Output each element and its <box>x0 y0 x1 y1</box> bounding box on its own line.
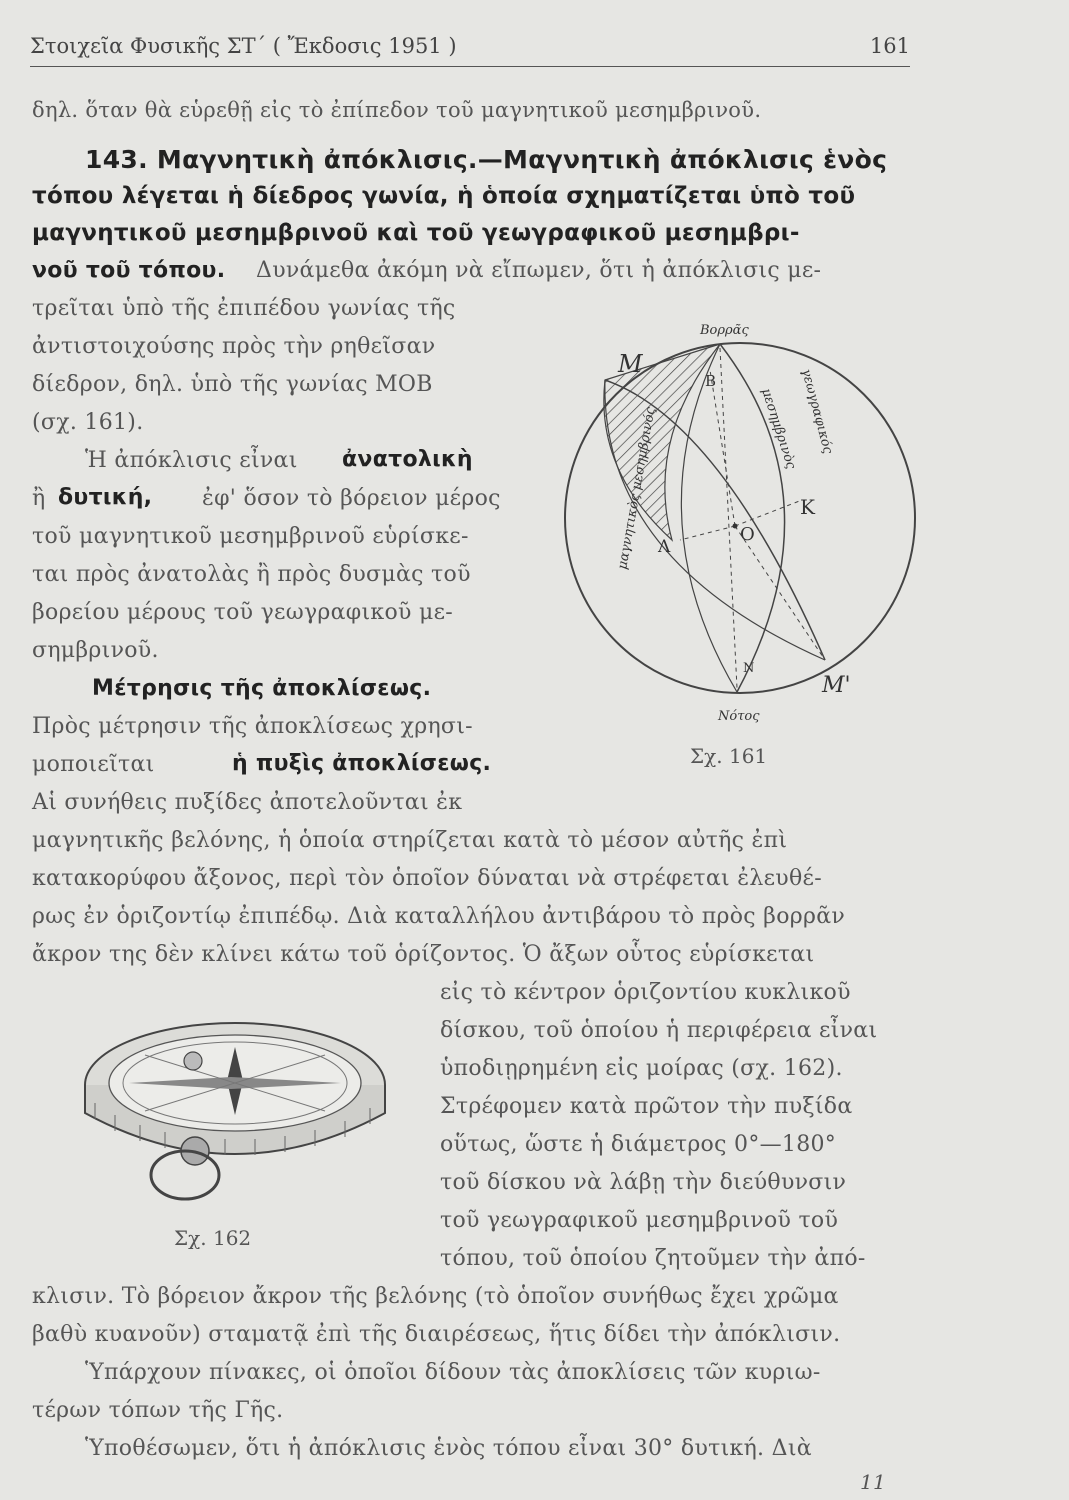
radius-OL <box>680 526 735 540</box>
text-line: Αἱ συνήθεις πυξίδες ἀποτελοῦνται ἐκ <box>32 790 463 815</box>
text-line: τοῦ μαγνητικοῦ μεσημβρινοῦ εὑρίσκε- <box>32 524 469 549</box>
text-line: δίεδρον, δηλ. ὑπὸ τῆς γωνίας ΜΟΒ <box>32 372 433 397</box>
text-line: ὑποδιῃρημένη εἰς μοίρας (σχ. 162). <box>440 1056 843 1081</box>
south-label: Νότος <box>718 709 760 724</box>
text-line: ἢ <box>32 486 46 511</box>
text-line-bold: μαγνητικοῦ μεσημβρινοῦ καὶ τοῦ γεωγραφικοῦ μεσημβρι- <box>32 220 800 246</box>
label-L: Λ <box>658 537 671 557</box>
header-title: Στοιχεῖα Φυσικῆς ΣΤ΄ ( Ἔκδοσις 1951 ) <box>30 34 457 58</box>
diagonal-dash <box>735 526 825 660</box>
label-M-prime: Μ' <box>822 673 851 698</box>
text-line: Πρὸς μέτρησιν τῆς ἀποκλίσεως χρησι- <box>32 714 473 739</box>
text-line: Ἡ ἀπόκλισις εἶναι <box>85 448 298 473</box>
text-line: οὕτως, ὥστε ἡ διάμετρος 0°—180° <box>440 1132 837 1157</box>
term-west: δυτική, <box>58 485 153 510</box>
signature-mark: 11 <box>860 1470 887 1494</box>
label-M: Μ <box>618 350 643 378</box>
term-east: ἀνατολικὴ <box>342 447 473 472</box>
subheading: Μέτρησις τῆς ἀποκλίσεως. <box>92 676 432 701</box>
text-line: κατακορύφου ἄξονος, περὶ τὸν ὁποῖον δύναται νὰ στρέφεται ἐλευθέ- <box>32 866 822 891</box>
arc-label-meridian: μεσημβρινὸς <box>758 386 799 471</box>
running-header <box>30 34 910 67</box>
text-line: δηλ. ὅταν θὰ εὑρεθῇ εἰς τὸ ἐπίπεδον τοῦ μαγνητικοῦ μεσημβρινοῦ. <box>32 98 762 122</box>
text-line: τρεῖται ὑπὸ τῆς ἐπιπέδου γωνίας τῆς <box>32 296 456 321</box>
center-point <box>733 524 738 529</box>
text-line-bold: τόπου λέγεται ἡ δίεδρος γωνία, ἡ ὁποία σχηματίζεται ὑπὸ τοῦ <box>32 183 856 209</box>
figure-162-compass <box>45 995 425 1215</box>
text-line: τοῦ δίσκου νὰ λάβῃ τὴν διεύθυνσιν <box>440 1170 847 1195</box>
north-label: Βορρᾶς <box>700 323 749 338</box>
text-line-bold: νοῦ τοῦ τόπου. <box>32 258 226 283</box>
page-number: 161 <box>869 34 910 58</box>
text-line: Ὑποθέσωμεν, ὅτι ἡ ἀπόκλισις ἑνὸς τόπου εἶναι 30° δυτική. Διὰ <box>85 1436 812 1461</box>
text-line: βορείου μέρους τοῦ γεωγραφικοῦ με- <box>32 600 454 625</box>
text-line: βαθὺ κυανοῦν) σταματᾷ ἐπὶ τῆς διαιρέσεως, ἥτις δίδει τὴν ἀπόκλισιν. <box>32 1322 841 1347</box>
label-B: Β <box>705 372 717 390</box>
radius-OK <box>735 500 802 526</box>
figure-162-caption: Σχ. 162 <box>174 1226 252 1250</box>
text-line: ἐφ' ὅσον τὸ βόρειον μέρος <box>202 486 501 511</box>
text-line: ται πρὸς ἀνατολὰς ἢ πρὸς δυσμὰς τοῦ <box>32 562 471 587</box>
term-compass: ἡ πυξὶς ἀποκλίσεως. <box>232 751 492 776</box>
text-line: Δυνάμεθα ἀκόμη νὰ εἴπωμεν, ὅτι ἡ ἀπόκλισις με- <box>256 258 822 283</box>
text-line: εἰς τὸ κέντρον ὁριζοντίου κυκλικοῦ <box>440 980 851 1005</box>
text-line: ρως ἐν ὁριζοντίῳ ἐπιπέδῳ. Διὰ καταλλήλου ἀντιβάρου τὸ πρὸς βορρᾶν <box>32 904 846 929</box>
text-line: σημβρινοῦ. <box>32 638 159 663</box>
text-line: ἄκρον της δὲν κλίνει κάτω τοῦ ὁρίζοντος. Ὁ ἄξων οὗτος εὑρίσκεται <box>32 942 815 967</box>
text-line: κλισιν. Τὸ βόρειον ἄκρον τῆς βελόνης (τὸ ὁποῖον συνήθως ἔχει χρῶμα <box>32 1284 839 1309</box>
figure-161-diagram <box>540 300 920 740</box>
arc-label-geographic: γεωγραφικός <box>798 367 836 456</box>
text-line: δίσκου, τοῦ ὁποίου ἡ περιφέρεια εἶναι <box>440 1018 878 1043</box>
text-line: Ὑπάρχουν πίνακες, οἱ ὁποῖοι δίδουν τὰς ἀποκλίσεις τῶν κυριω- <box>85 1360 821 1385</box>
text-line: μοποιεῖται <box>32 752 155 777</box>
text-line: τόπου, τοῦ ὁποίου ζητοῦμεν τὴν ἀπό- <box>440 1246 866 1271</box>
figure-161-caption: Σχ. 161 <box>690 744 768 768</box>
text-line: τέρων τόπων τῆς Γῆς. <box>32 1398 284 1423</box>
radius-OB <box>710 370 735 526</box>
arc-label-magnetic: μαγνητικὸς μεσημβρινός <box>615 406 659 571</box>
text-line: ἀντιστοιχούσης πρὸς τὴν ρηθεῖσαν <box>32 334 436 359</box>
section-heading: 143. Μαγνητικὴ ἀπόκλισις.—Μαγνητικὴ ἀπόκλισις ἑνὸς <box>85 145 888 174</box>
text-line: Στρέφομεν κατὰ πρῶτον τὴν πυξίδα <box>440 1094 853 1119</box>
label-N: Ν <box>743 661 755 676</box>
text-line: (σχ. 161). <box>32 410 144 435</box>
text-line: μαγνητικῆς βελόνης, ἡ ὁποία στηρίζεται κατὰ τὸ μέσον αὐτῆς ἐπὶ <box>32 828 788 853</box>
label-O: Ο <box>740 524 755 545</box>
axis-line <box>720 348 737 688</box>
label-K: Κ <box>800 495 815 519</box>
text-line: τοῦ γεωγραφικοῦ μεσημβρινοῦ τοῦ <box>440 1208 839 1233</box>
